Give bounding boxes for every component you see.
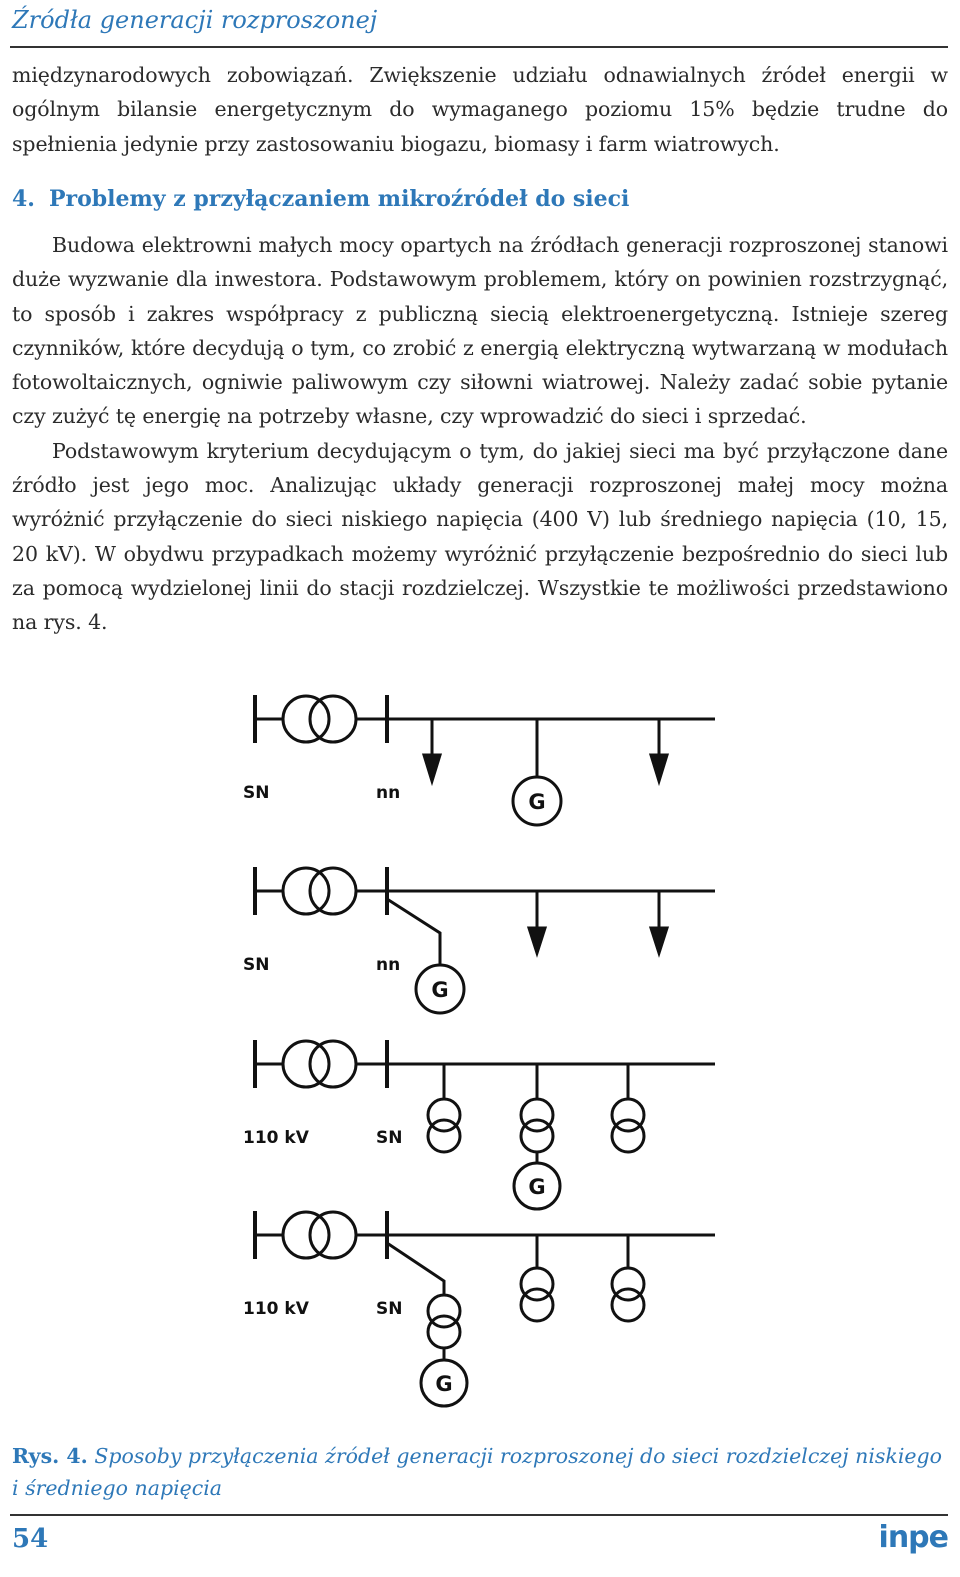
caption-text: Sposoby przyłączenia źródeł generacji rozproszonej do sieci rozdzielczej niskiego i średniego napięcia bbox=[12, 1444, 942, 1500]
page-number: 54 bbox=[12, 1524, 49, 1554]
label-nn: nn bbox=[376, 955, 401, 975]
section-number: 4. bbox=[12, 186, 35, 212]
header-rule bbox=[10, 46, 948, 48]
transformer-winding-1 bbox=[283, 696, 329, 742]
label-sn: SN bbox=[376, 1299, 403, 1319]
label-110kv: 110 kV bbox=[243, 1299, 309, 1319]
transformer-winding-2 bbox=[310, 868, 356, 914]
dedicated-line bbox=[387, 1243, 444, 1295]
label-sn: SN bbox=[243, 955, 270, 975]
caption-label: Rys. 4. bbox=[12, 1444, 88, 1468]
transformer-winding-2 bbox=[310, 1212, 356, 1258]
paragraph-2-text: Budowa elektrowni małych mocy opartych na źródłach generacji rozproszonej stanowi duże wyzwanie dla inwestora. Podstawowym problemem, który on powinien rozstrzygnąć, to sposób i zakres współpracy z publiczną siecią elektroenergetyczną. Istnieje szereg czynników, które decydują o tym, co zrobić z energią elektryczną wytwarzaną w modułach fotowoltaicznych, ogniwie paliwowym czy siłowni wiatrowej. Należy zadać sobie pytanie czy zużyć tę energię na potrzeby własne, czy wprowadzić do sieci i sprzedać. bbox=[12, 233, 948, 429]
diagram-2 bbox=[255, 867, 715, 1013]
running-title: Źródła generacji rozproszonej bbox=[12, 6, 378, 34]
section-heading bbox=[12, 186, 629, 212]
transformer-winding-2 bbox=[310, 1041, 356, 1087]
transformer-winding-1 bbox=[283, 868, 329, 914]
transformer-winding-2 bbox=[310, 696, 356, 742]
load-arrow bbox=[651, 928, 667, 953]
paragraph-1 bbox=[12, 58, 948, 161]
paragraph-2 bbox=[12, 228, 948, 640]
paragraph-1-text: międzynarodowych zobowiązań. Zwiększenie udziału odnawialnych źródeł energii w ogólnym bilansie energetycznym do wymaganego poziomu 15% będzie trudne do spełnienia jedynie przy zastosowaniu biogazu, biomasy i farm wiatrowych. bbox=[12, 63, 948, 156]
section-title: Problemy z przyłączaniem mikroźródeł do sieci bbox=[48, 186, 630, 212]
footer-rule bbox=[10, 1514, 948, 1516]
transformer-winding-1 bbox=[283, 1212, 329, 1258]
label-sn: SN bbox=[243, 783, 270, 803]
diagram-3 bbox=[255, 1040, 715, 1209]
diagram-4 bbox=[255, 1211, 715, 1406]
label-110kv: 110 kV bbox=[243, 1128, 309, 1148]
generator-label: G bbox=[435, 1372, 453, 1396]
connection-diagram bbox=[0, 685, 960, 1415]
label-sn: SN bbox=[376, 1128, 403, 1148]
transformer-winding-1 bbox=[283, 1041, 329, 1087]
load-arrow bbox=[529, 928, 545, 953]
diagram-1 bbox=[255, 695, 715, 825]
generator-label: G bbox=[528, 790, 546, 814]
generator-label: G bbox=[431, 978, 449, 1002]
load-arrow bbox=[424, 755, 440, 781]
generator-label: G bbox=[528, 1175, 546, 1199]
publisher-logo: inpe bbox=[878, 1520, 948, 1555]
paragraph-3-text: Podstawowym kryterium decydującym o tym, do jakiej sieci ma być przyłączone dane źródło jest jego moc. Analizując układy generacji rozproszonej małej mocy można wyróżnić przyłączenie do sieci niskiego napięcia (400 V) lub średniego napięcia (10, 15, 20 kV). W obydwu przypadkach możemy wyróżnić przyłączenie bezpośrednio do sieci lub za pomocą wydzielonej linii do stacji rozdzielczej. Wszystkie te możliwości przedstawiono na rys. 4. bbox=[12, 438, 948, 635]
label-nn: nn bbox=[376, 783, 401, 803]
load-arrow bbox=[651, 755, 667, 781]
figure-caption bbox=[12, 1440, 948, 1504]
